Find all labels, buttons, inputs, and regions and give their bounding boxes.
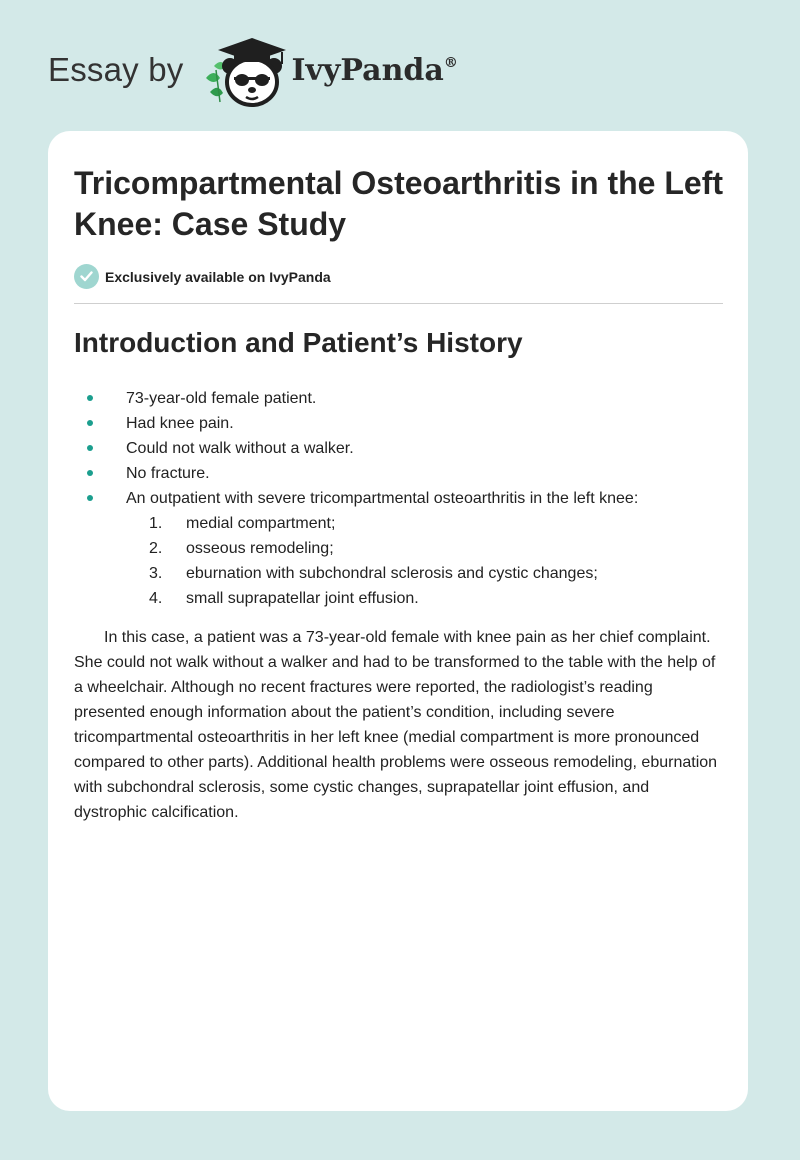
exclusive-badge (74, 264, 331, 289)
exclusive-label: Exclusively available on IvyPanda (105, 268, 331, 285)
list-item (74, 436, 724, 461)
brand-name-text: IvyPanda (291, 52, 444, 88)
list-item (74, 411, 724, 436)
list-item (74, 486, 724, 511)
bullet-list (74, 386, 724, 611)
list-item-text: 73-year-old female patient. (126, 390, 317, 407)
numbered-item (74, 586, 724, 611)
list-item-text: Had knee pain. (126, 415, 234, 432)
numbered-item-text: medial compartment; (186, 515, 336, 532)
essay-card (48, 131, 748, 1111)
divider (74, 303, 723, 304)
list-item-text: An outpatient with severe tricompartmental osteoarthritis in the left knee: (126, 490, 639, 507)
numbered-item-text: small suprapatellar joint effusion. (186, 590, 419, 607)
page-title: Tricompartmental Osteoarthritis in the Left Knee: Case Study (74, 165, 723, 242)
numbered-item-text: eburnation with subchondral sclerosis and cystic changes; (186, 565, 598, 582)
list-item (74, 461, 724, 486)
brand-logo[interactable] (48, 30, 458, 110)
numbered-item (74, 561, 724, 586)
bullet-dot-icon (87, 495, 93, 501)
brand-name (292, 53, 458, 88)
bullet-dot-icon (87, 420, 93, 426)
item-number: 3. (149, 565, 163, 582)
item-number: 1. (149, 515, 163, 532)
bullet-dot-icon (87, 470, 93, 476)
numbered-item-text: osseous remodeling; (186, 540, 334, 557)
bullet-dot-icon (87, 395, 93, 401)
body-paragraph: In this case, a patient was a 73-year-old female with knee pain as her chief complaint. She could not walk without a walker and had to be transformed to the table with the help of a wheelchair. Although no recent fractures were reported, the radiologist’s reading presented enough information about the patient’s condition, including severe tricompartmental osteoarthritis in her left knee (medial compartment is more pronounced compared to other parts). Additional health problems were osseous remodeling, eburnation with subchondral sclerosis, some cystic changes, suprapatellar joint effusion, and dystrophic calcification. (74, 629, 718, 821)
list-item-text: No fracture. (126, 465, 210, 482)
registered-mark: ® (443, 54, 458, 71)
list-item-text: Could not walk without a walker. (126, 440, 354, 457)
numbered-item (74, 511, 724, 536)
brand-prefix: Essay by (48, 51, 184, 88)
item-number: 4. (149, 590, 163, 607)
item-number: 2. (149, 540, 163, 557)
panda-logo-icon (202, 30, 288, 110)
numbered-item (74, 536, 724, 561)
list-item (74, 386, 724, 411)
check-circle-icon (74, 264, 99, 289)
bullet-dot-icon (87, 445, 93, 451)
section-heading: Introduction and Patient’s History (74, 327, 523, 358)
